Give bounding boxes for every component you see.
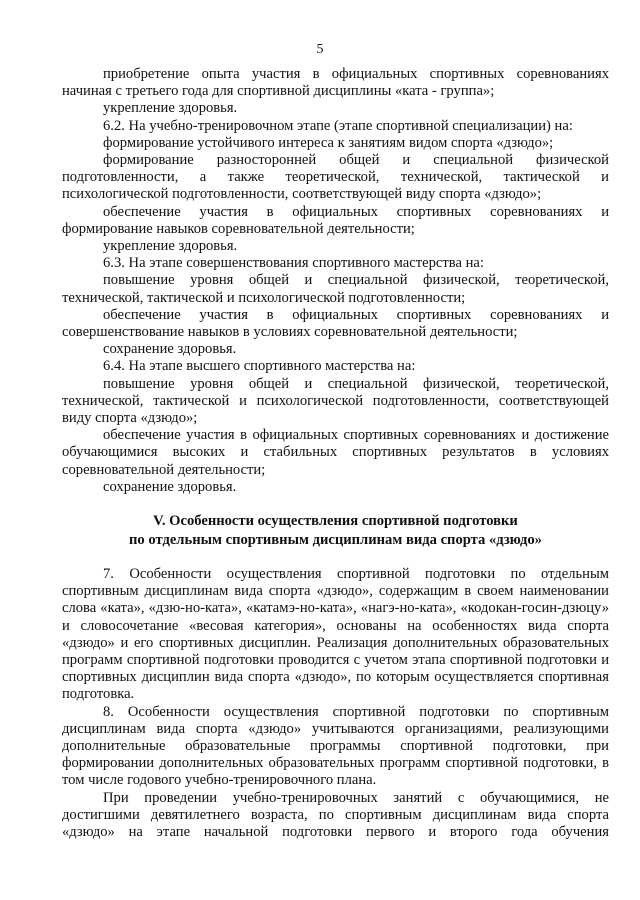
paragraph: формирование разносторонней общей и специальной физической подготовленности, а также теоретической, технической, тактической и психологической подготовленности, соответствующей виду спорта «дзюдо»; <box>62 152 609 203</box>
paragraph: укрепление здоровья. <box>103 100 238 117</box>
paragraph: 6.2. На учебно-тренировочном этапе (этапе спортивной специализации) на: <box>103 117 573 134</box>
paragraph: обеспечение участия в официальных спортивных соревнованиях и совершенствование навыков в условиях соревновательной деятельности; <box>62 306 609 341</box>
paragraph: 8. Особенности осуществления спортивной подготовки по спортивным дисциплинам вида спорта «дзюдо» учитываются организациями, реализующими дополнительные образовательные программы спортивной подготовки, при формировании дополнительных образовательных программ спортивной подготовки, в том числе годового учебно-тренировочного плана. <box>62 703 609 789</box>
paragraph: обеспечение участия в официальных спортивных соревнованиях и достижение обучающимися высоких и стабильных спортивных результатов в условиях соревновательной деятельности; <box>62 427 609 478</box>
paragraph: формирование устойчивого интереса к занятиям видом спорта «дзюдо»; <box>103 134 554 151</box>
section-heading-line-1: V. Особенности осуществления спортивной подготовки <box>153 513 518 529</box>
paragraph: 6.3. На этапе совершенствования спортивного мастерства на: <box>103 255 484 272</box>
paragraph: повышение уровня общей и специальной физической, теоретической, технической, тактической и психологической подготовленности, соответствующей виду спорта «дзюдо»; <box>62 375 609 427</box>
paragraph: повышение уровня общей и специальной физической, теоретической, технической, тактической и психологической подготовленности; <box>62 272 609 306</box>
top-text-block <box>62 66 609 496</box>
paragraph: 7. Особенности осуществления спортивной подготовки по отдельным спортивным дисциплинам вида спорта «дзюдо», содержащим в своем наименовании слова «ката», «дзю-но-ката», «катамэ-но-ката», «нагэ-но-ката», «кодокан-госин-дзюцу» и словосочетание «весовая категория», основаны на особенностях вида спорта «дзюдо» и его спортивных дисциплин. Реализация дополнительных образовательных программ спортивной подготовки проводится с учетом этапа спортивной подготовки и спортивных дисциплин вида спорта «дзюдо», по которым осуществляется спортивная подготовка. <box>62 566 609 703</box>
page-number: 5 <box>316 42 324 57</box>
section-heading <box>62 512 609 550</box>
paragraph: 6.4. На этапе высшего спортивного мастерства на: <box>103 358 416 375</box>
paragraph: приобретение опыта участия в официальных спортивных соревнованиях начиная с третьего года для спортивной дисциплины «ката - группа»; <box>62 66 609 100</box>
paragraph: При проведении учебно-тренировочных занятий с обучающимися, не достигшими девятилетнего возраста, по спортивным дисциплинам вида спорта «дзюдо» на этапе начальной подготовки первого и второго года обучения <box>62 789 609 841</box>
paragraph: обеспечение участия в официальных спортивных соревнованиях и формирование навыков соревновательной деятельности; <box>62 203 609 237</box>
paragraph: укрепление здоровья. <box>103 238 238 255</box>
paragraph: сохранение здоровья. <box>103 341 237 358</box>
bottom-text-block <box>62 566 609 841</box>
section-heading-line-2: по отдельным спортивным дисциплинам вида спорта «дзюдо» <box>129 532 542 548</box>
paragraph: сохранение здоровья. <box>103 478 237 495</box>
